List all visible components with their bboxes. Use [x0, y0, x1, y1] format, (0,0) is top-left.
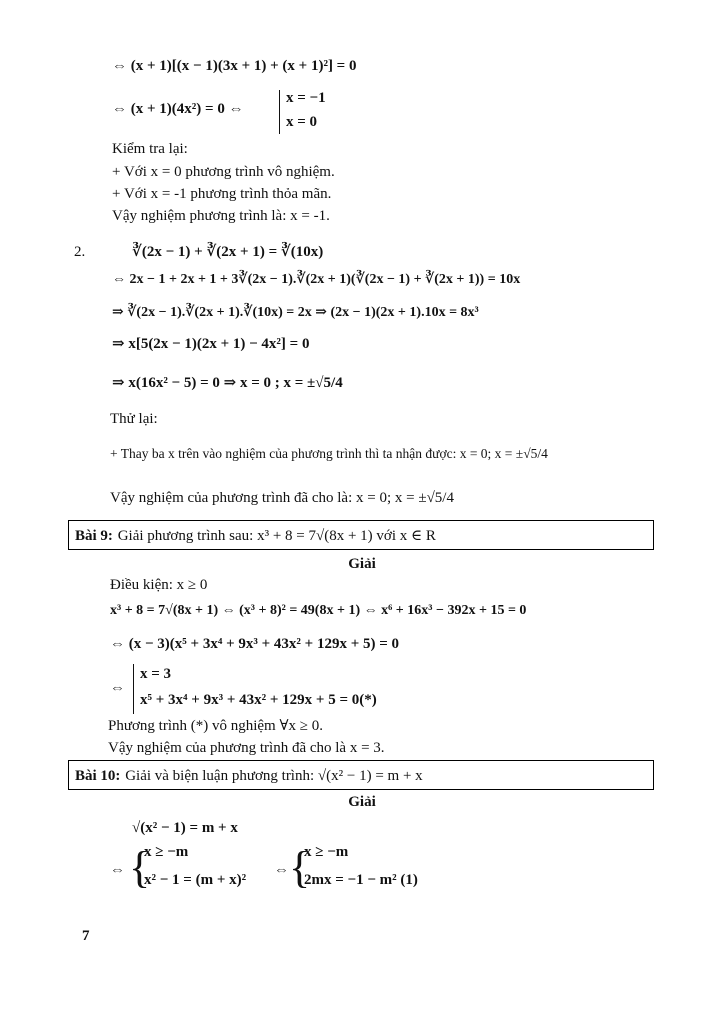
equation-line: ⇒ ∛(2x − 1).∛(2x + 1).∛(10x) = 2x ⇒ (2x − 1)(2x + 1).10x = 8x³: [112, 305, 479, 320]
equation-line: ⇒ x[5(2x − 1)(2x + 1) − 4x²] = 0: [112, 336, 310, 352]
equation-line: ⇔ 2x − 1 + 2x + 1 + 3∛(2x − 1).∛(2x + 1)(∛(2x − 1) + ∛(2x + 1)) = 10x: [112, 272, 521, 287]
exercise-box: [68, 760, 654, 790]
equation-line: x = −1: [286, 90, 326, 106]
page-number: 7: [82, 928, 90, 944]
exercise-label: Bài 9:: [75, 528, 113, 544]
text-line: Vậy nghiệm của phương trình đã cho là: x = 0; x = ±√5/4: [110, 490, 454, 506]
bracket: [279, 90, 280, 134]
curly-brace: {: [129, 843, 151, 892]
equation-line: x³ + 8 = 7√(8x + 1) ⇔ (x³ + 8)² = 49(8x + 1) ⇔ x⁶ + 16x³ − 392x + 15 = 0: [110, 603, 527, 618]
curly-brace: {: [289, 843, 311, 892]
equation-line: ⇔: [110, 680, 125, 696]
equation-line: ⇔ (x − 3)(x⁵ + 3x⁴ + 9x³ + 43x² + 129x + 5) = 0: [110, 636, 400, 652]
equation-line: ⇔: [110, 862, 125, 878]
item-number: 2.: [74, 244, 86, 260]
exercise-text: Giải và biện luận phương trình: √(x² − 1) = m + x: [125, 768, 423, 784]
text-line: + Thay ba x trên vào nghiệm của phương trình thì ta nhận được: x = 0; x = ±√5/4: [110, 446, 548, 461]
text-line: Vậy nghiệm phương trình là: x = -1.: [112, 208, 330, 224]
exercise-label: Bài 10:: [75, 768, 121, 784]
equation-line: √(x² − 1) = m + x: [132, 820, 238, 836]
equation-line: 2mx = −1 − m² (1): [304, 872, 418, 888]
exercise-box: [68, 520, 654, 550]
text-line: Thử lại:: [110, 411, 158, 427]
exercise-text: Giải phương trình sau: x³ + 8 = 7√(8x + 1) với x ∈ R: [117, 528, 436, 544]
text-line: Phương trình (*) vô nghiệm ∀x ≥ 0.: [108, 718, 324, 734]
equation-line: x² − 1 = (m + x)²: [144, 872, 247, 888]
equation-line: x ≥ −m: [144, 844, 189, 860]
text-line: Điều kiện: x ≥ 0: [110, 577, 208, 593]
text-line: + Với x = -1 phương trình thỏa mãn.: [112, 186, 332, 202]
equation-line: ∛(2x − 1) + ∛(2x + 1) = ∛(10x): [132, 244, 324, 260]
equation-line: x⁵ + 3x⁴ + 9x³ + 43x² + 129x + 5 = 0(*): [140, 692, 377, 708]
text-line: Kiểm tra lại:: [112, 141, 188, 157]
equation-line: ⇔: [274, 862, 289, 878]
text-line: + Với x = 0 phương trình vô nghiệm.: [112, 164, 335, 180]
equation-line: x = 3: [140, 666, 172, 682]
solution-heading: Giải: [348, 794, 376, 810]
equation-line: ⇔ (x + 1)[(x − 1)(3x + 1) + (x + 1)²] = 0: [112, 58, 357, 74]
equation-line: ⇒ x(16x² − 5) = 0 ⇒ x = 0 ; x = ±√5/4: [112, 375, 343, 391]
solution-heading: Giải: [348, 556, 376, 572]
equation-line: x ≥ −m: [304, 844, 349, 860]
equation-line: x = 0: [286, 114, 318, 130]
text-line: Vậy nghiệm của phương trình đã cho là x = 3.: [108, 740, 385, 756]
equation-line: ⇔ (x + 1)(4x²) = 0 ⇔: [112, 101, 244, 117]
bracket: [133, 664, 134, 714]
